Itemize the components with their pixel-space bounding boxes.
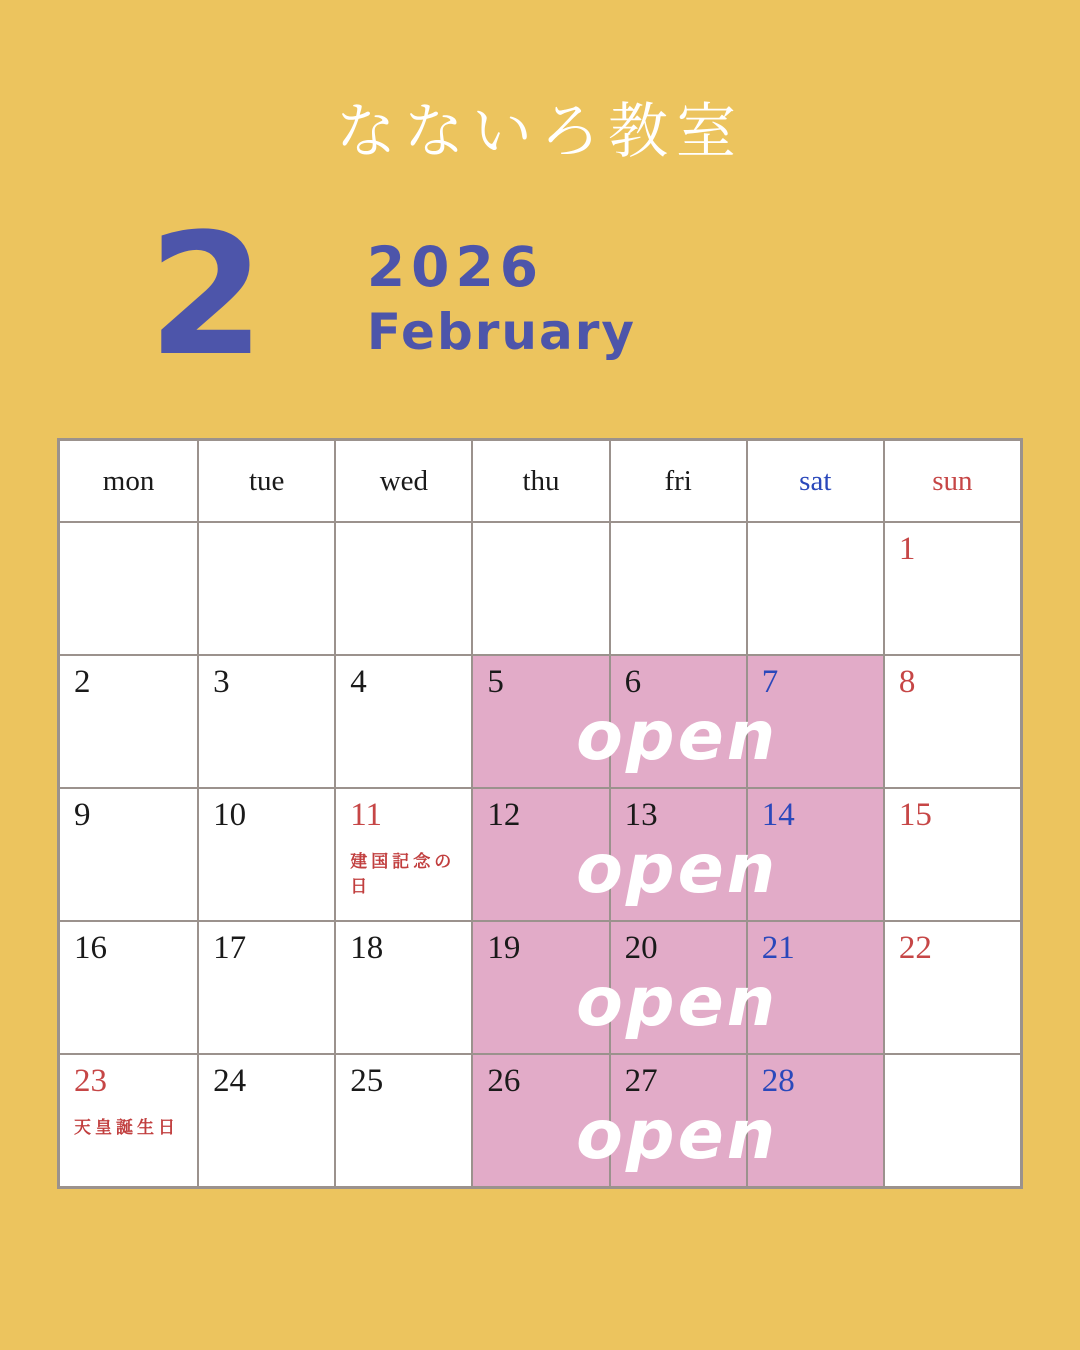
holiday-label: 建国記念の日 xyxy=(350,851,456,897)
day-number: 3 xyxy=(213,664,230,700)
day-number: 22 xyxy=(898,930,932,966)
day-number: 18 xyxy=(350,930,384,966)
month-number: 2 xyxy=(148,197,265,393)
day-cell-3 xyxy=(197,656,334,787)
month-year: 2026 xyxy=(366,235,544,299)
weekday-wed: wed xyxy=(334,441,471,521)
weekday-header-row xyxy=(60,441,1020,521)
day-cell-28 xyxy=(746,1055,883,1186)
day-number: 16 xyxy=(74,930,107,966)
holiday-label: 天皇誕生日 xyxy=(74,1117,179,1138)
day-number: 12 xyxy=(487,797,521,833)
day-number: 1 xyxy=(898,531,916,567)
open-label: open xyxy=(576,830,779,909)
month-name: February xyxy=(366,303,636,361)
open-label: open xyxy=(576,697,779,776)
weekday-mon: mon xyxy=(102,464,155,497)
week-row-2 xyxy=(60,654,1020,787)
day-cell-27 xyxy=(609,1055,746,1186)
weekday-tue: tue xyxy=(197,441,334,521)
day-cell-9 xyxy=(60,789,197,920)
day-cell-10 xyxy=(197,789,334,920)
day-cell-empty xyxy=(746,523,883,654)
day-number: 25 xyxy=(350,1063,384,1099)
page-title: なないろ教室 xyxy=(336,97,744,167)
day-cell-18 xyxy=(334,922,471,1053)
day-cell-17 xyxy=(197,922,334,1053)
day-number: 4 xyxy=(350,664,367,700)
open-label: open xyxy=(576,1096,779,1175)
day-cell-19 xyxy=(471,922,608,1053)
day-cell-22 xyxy=(883,922,1020,1053)
day-number: 8 xyxy=(898,664,916,700)
day-cell-empty xyxy=(609,523,746,654)
day-number: 2 xyxy=(74,664,91,700)
day-number: 5 xyxy=(487,664,504,700)
weekday-fri: fri xyxy=(609,441,746,521)
day-number: 7 xyxy=(761,664,779,700)
day-cell-14 xyxy=(746,789,883,920)
day-cell-15 xyxy=(883,789,1020,920)
day-number: 15 xyxy=(898,797,932,833)
day-number: 23 xyxy=(74,1063,107,1099)
day-cell-26 xyxy=(471,1055,608,1186)
day-cell-empty xyxy=(883,1055,1020,1186)
week-row-5 xyxy=(60,1053,1020,1186)
week-row-3 xyxy=(60,787,1020,920)
day-number: 26 xyxy=(487,1063,521,1099)
week-row-1 xyxy=(60,521,1020,654)
day-number: 27 xyxy=(624,1063,658,1099)
day-number: 24 xyxy=(213,1063,247,1099)
day-cell-empty xyxy=(471,523,608,654)
month-header xyxy=(148,197,636,393)
day-cell-5 xyxy=(471,656,608,787)
day-cell-11 xyxy=(334,789,471,920)
day-cell-6 xyxy=(609,656,746,787)
weekday-sun: sun xyxy=(883,441,1020,521)
day-number: 14 xyxy=(761,797,795,833)
day-cell-13 xyxy=(609,789,746,920)
day-cell-23 xyxy=(60,1055,197,1186)
day-number: 13 xyxy=(624,797,658,833)
day-cell-empty xyxy=(334,523,471,654)
day-cell-24 xyxy=(197,1055,334,1186)
day-cell-8 xyxy=(883,656,1020,787)
day-cell-7 xyxy=(746,656,883,787)
day-number: 20 xyxy=(624,930,658,966)
day-cell-25 xyxy=(334,1055,471,1186)
day-number: 9 xyxy=(74,797,91,833)
day-number: 10 xyxy=(213,797,247,833)
day-number: 6 xyxy=(624,664,642,700)
day-cell-4 xyxy=(334,656,471,787)
day-number: 21 xyxy=(761,930,795,966)
open-label: open xyxy=(576,963,779,1042)
day-number: 28 xyxy=(761,1063,795,1099)
day-cell-12 xyxy=(471,789,608,920)
weekday-sat: sat xyxy=(746,441,883,521)
day-cell-empty xyxy=(197,523,334,654)
day-cell-1 xyxy=(883,523,1020,654)
day-cell-empty xyxy=(60,523,197,654)
week-row-4 xyxy=(60,920,1020,1053)
day-cell-21 xyxy=(746,922,883,1053)
month-text xyxy=(366,235,636,361)
day-number: 19 xyxy=(487,930,521,966)
weekday-thu: thu xyxy=(471,441,608,521)
calendar-grid xyxy=(57,438,1023,1189)
day-number: 17 xyxy=(213,930,247,966)
day-cell-2 xyxy=(60,656,197,787)
day-cell-16 xyxy=(60,922,197,1053)
day-number: 11 xyxy=(350,797,383,833)
day-cell-20 xyxy=(609,922,746,1053)
